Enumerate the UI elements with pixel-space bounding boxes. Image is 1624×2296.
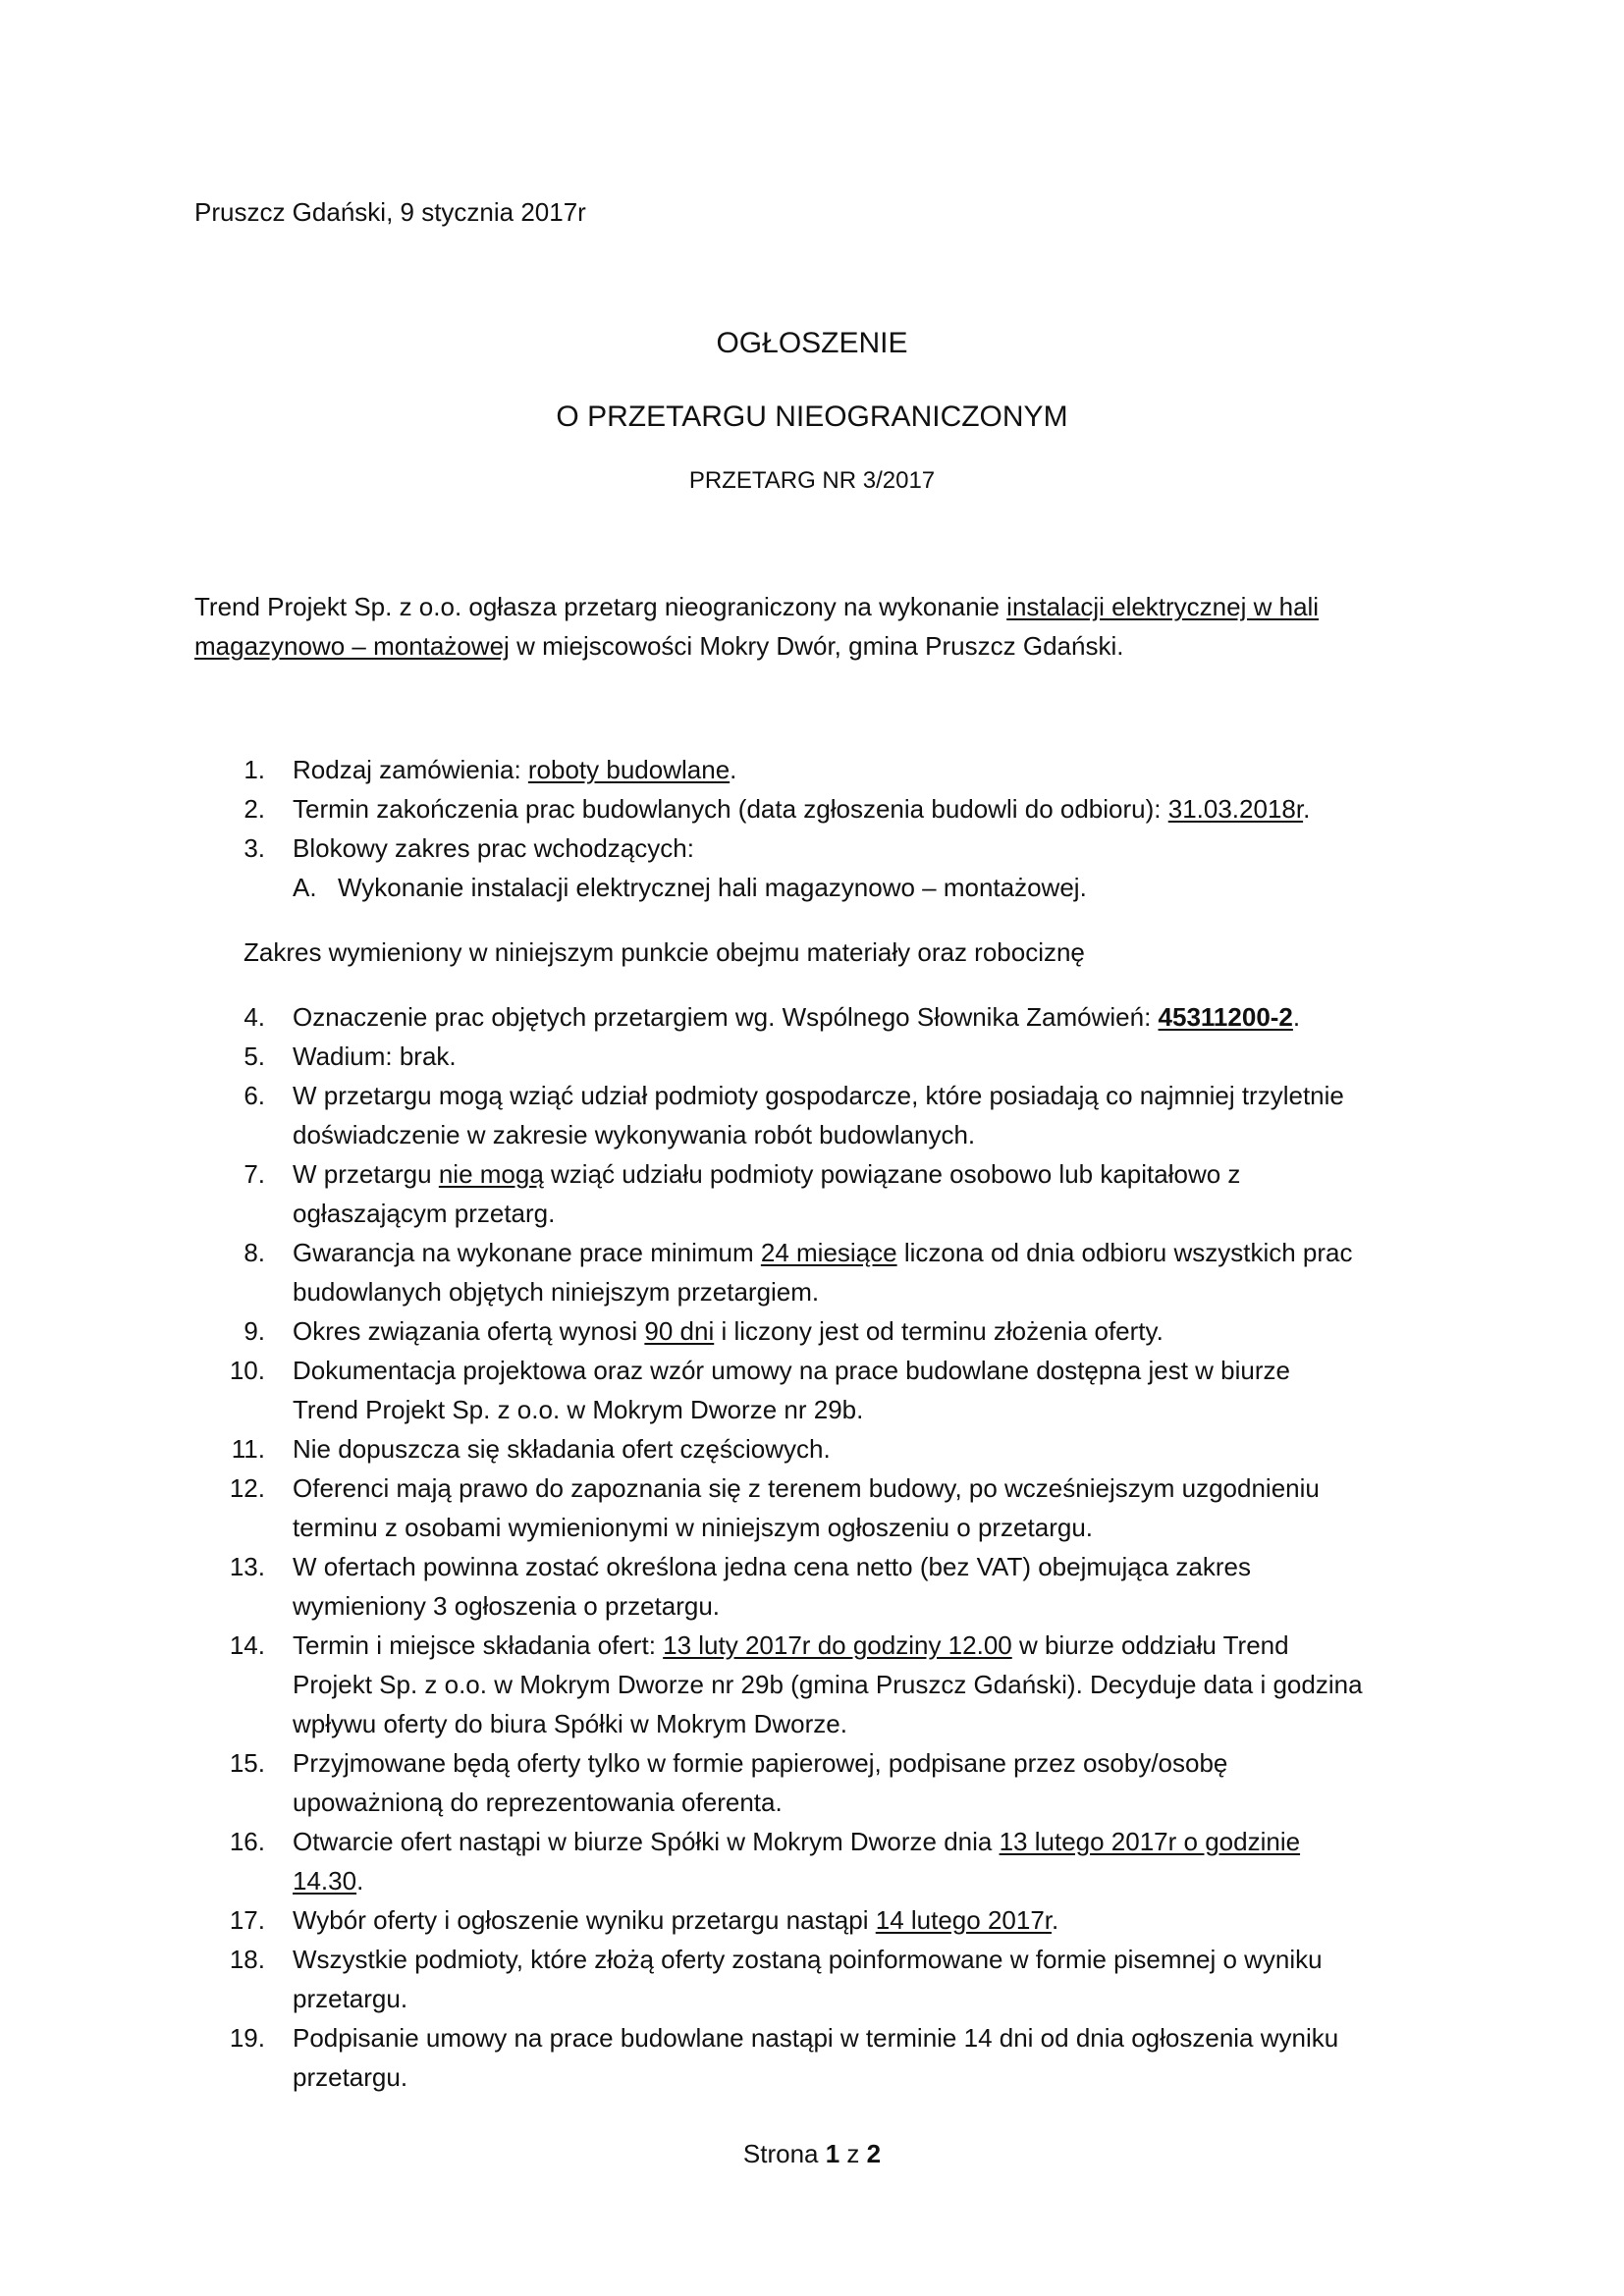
- intro-line-2: magazynowo – montażowej w miejscowości Mokry Dwór, gmina Pruszcz Gdański.: [194, 631, 1124, 661]
- tender-number: PRZETARG NR 3/2017: [688, 467, 936, 494]
- place-date: Pruszcz Gdański, 9 stycznia 2017r: [194, 197, 586, 227]
- document-page: Pruszcz Gdański, 9 stycznia 2017r OGŁOSZENIE O PRZETARGU NIEOGRANICZONYM PRZETARG NR 3/2017 Trend Projekt Sp. z o.o. ogłasza przetarg nieograniczony na wykonanie instalacji elektrycznej w hali magazynowo – montażowej w miejscowości Mokry Dwór, gmina Pruszcz Gdański. 1. Rodzaj zamówienia: roboty budowlane. 2. Termin zakończenia prac budowlanych (data zgłoszenia budowli do odbioru): 31.03.2018r. 3. Blokowy zakres prac wchodzących: A. Wykonanie instalacji elektrycznej hali magazynowo – montażowej. Zakres wymieniony w niniejszym punkcie obejmu materiały oraz robociznę 4. Oznaczenie prac objętych przetargiem wg. Wspólnego Słownika Zamówień: 45311200-2. 5. Wadium: brak. 6. W przetargu mogą wziąć udział podmioty gospodarcze, które posiadają co najmniej trzyletnie doświadczenie w zakresie wykonywania robót budowlanych. 7. W przetargu nie mogą wziąć udziału podmioty powiązane osobowo lub kapitałowo z ogłaszającym przetarg. 8. Gwarancja na wykonane prace minimum 24 miesiące liczona od dnia odbioru wszystkich prac budowlanych objętych niniejszym przetargiem. 9. Okres związania ofertą wynosi 90 dni i liczony jest od terminu złożenia oferty. 10. Dokumentacja projektowa oraz wzór umowy na prace budowlane dostępna jest w biurze Trend Projekt Sp. z o.o. w Mokrym Dworze nr 29b. 11. Nie dopuszcza się składania ofert częściowych. 12. Oferenci mają prawo do zapoznania się z terenem budowy, po wcześniejszym uzgodnieniu terminu z osobami wymienionymi w niniejszym ogłoszeniu o przetargu. 13. W ofertach powinna zostać określona jedna cena netto (bez VAT) obejmująca zakres wymieniony 3 ogłoszenia o przetargu. 14. Termin i miejsce składania ofert: 13 luty 2017r do godziny 12.00 w biurze oddziału Trend Projekt Sp. z o.o. w Mokrym Dworze nr 29b (gmina Pruszcz Gdański). Decyduje data i godzina wpływu oferty do biura Spółki w Mokrym Dworze. 15. Przyjmowane będą oferty tylko w formie papierowej, podpisane przez osoby/osobę upoważnioną do reprezentowania oferenta. 16. Otwarcie ofert nastąpi w biurze Spółki w Mokrym Dworze dnia 13 lutego 2017r o godzinie 14.30. 17. Wybór oferty i ogłoszenie wyniku przetargu nastąpi 14 lutego 2017r. 18. Wszystkie podmioty, które złożą oferty zostaną poinformowane w formie pisemnej o wyniku przetargu. 19. Podpisanie umowy na prace budowlane nastąpi w terminie 14 dni od dnia ogłoszenia wyniku przetargu. Strona 1 z 2: [0, 0, 1624, 2296]
- document-title: OGŁOSZENIE: [716, 327, 908, 359]
- intro-line-1: Trend Projekt Sp. z o.o. ogłasza przetarg nieograniczony na wykonanie instalacji elektrycznej w hali: [194, 592, 1320, 621]
- page-footer: Strona 1 z 2: [742, 2139, 882, 2168]
- current-page: 1: [825, 2139, 840, 2168]
- document-subtitle: O PRZETARGU NIEOGRANICZONYM: [556, 400, 1068, 433]
- scope-note: Zakres wymieniony w niniejszym punkcie obejmu materiały oraz robociznę: [244, 937, 1085, 967]
- total-pages: 2: [866, 2139, 882, 2168]
